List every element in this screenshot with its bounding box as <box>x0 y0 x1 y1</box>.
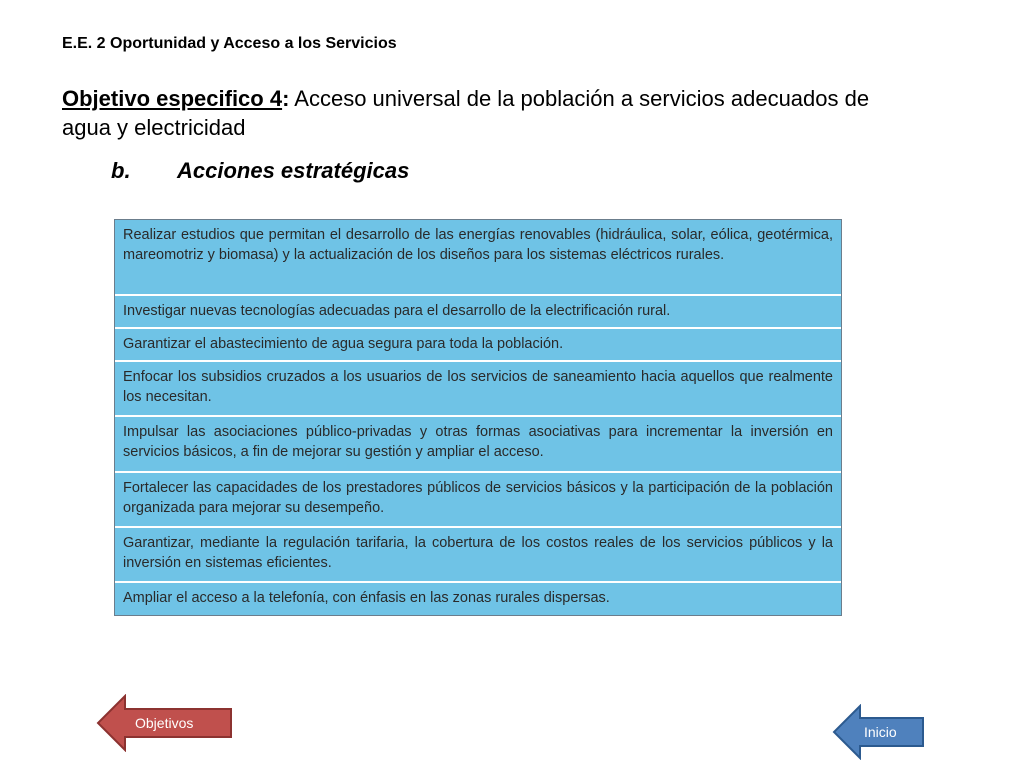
objetivos-button[interactable] <box>95 694 235 752</box>
objective-heading <box>62 84 902 142</box>
action-row: Garantizar, mediante la regulación tarifaria, la cobertura de los costos reales de los servicios públicos y la inversión en sistemas eficientes. <box>115 528 841 583</box>
objective-text: Acceso universal de la población a servicios adecuados de agua y electricidad <box>62 86 870 140</box>
inicio-button[interactable] <box>832 704 926 760</box>
inicio-button-label: Inicio <box>864 724 897 740</box>
action-row: Fortalecer las capacidades de los prestadores públicos de servicios básicos y la participación de la población organizada para mejorar su desempeño. <box>115 473 841 528</box>
objetivos-button-label: Objetivos <box>135 715 194 731</box>
action-row: Garantizar el abastecimiento de agua segura para toda la población. <box>115 329 841 362</box>
subheading-text: Acciones estratégicas <box>177 158 410 183</box>
subheading-letter: b. <box>111 158 131 183</box>
action-row: Impulsar las asociaciones público-privadas y otras formas asociativas para incrementar la inversión en servicios básicos, a fin de mejorar su gestión y ampliar el acceso. <box>115 417 841 473</box>
action-row: Ampliar el acceso a la telefonía, con énfasis en las zonas rurales dispersas. <box>123 590 610 606</box>
action-row: Realizar estudios que permitan el desarrollo de las energías renovables (hidráulica, solar, eólica, geotérmica, mareomotriz y biomasa) y la actualización de los diseños para los sistemas eléctricos rurales. <box>115 220 841 296</box>
action-row: Investigar nuevas tecnologías adecuadas para el desarrollo de la electrificación rural. <box>115 296 841 329</box>
objective-label: Objetivo especifico 4 <box>62 86 283 111</box>
subheading <box>111 158 409 184</box>
actions-table <box>114 219 842 616</box>
objective-colon: : <box>282 86 290 111</box>
action-row: Enfocar los subsidios cruzados a los usuarios de los servicios de saneamiento hacia aquellos que realmente los necesitan. <box>115 362 841 417</box>
section-title: E.E. 2 Oportunidad y Acceso a los Servicios <box>62 35 397 52</box>
